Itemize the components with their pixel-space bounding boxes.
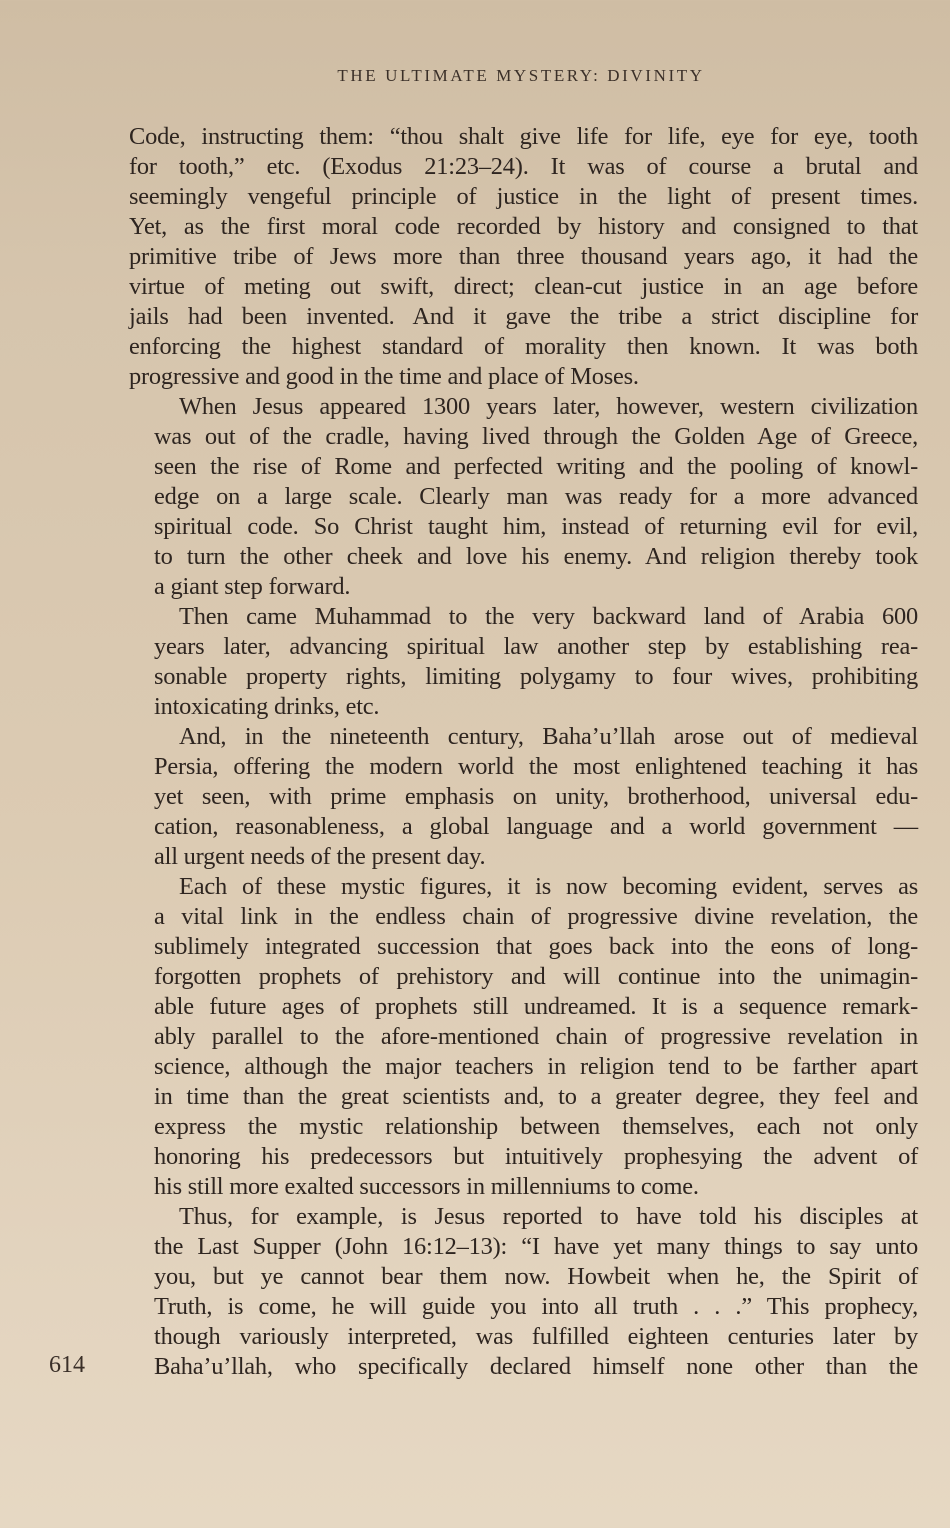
text-line: Baha’u’llah, who specifically declared himself none other than the (154, 1353, 918, 1380)
text-line: yet seen, with prime emphasis on unity, brotherhood, universal edu- (154, 783, 918, 810)
text-line: was out of the cradle, having lived through the Golden Age of Greece, (154, 423, 918, 450)
text-line: to turn the other cheek and love his enemy. And religion thereby took (154, 543, 918, 570)
text-line: spiritual code. So Christ taught him, instead of returning evil for evil, (154, 513, 918, 540)
text-line: ably parallel to the afore-mentioned chain of progressive revelation in (154, 1023, 918, 1050)
text-line: sonable property rights, limiting polygamy to four wives, prohibiting (154, 663, 918, 690)
text-line: Then came Muhammad to the very backward land of Arabia 600 (179, 603, 918, 630)
text-line: intoxicating drinks, etc. (154, 693, 380, 720)
text-line: honoring his predecessors but intuitively prophesying the advent of (154, 1143, 918, 1170)
text-line: sublimely integrated succession that goes back into the eons of long- (154, 933, 918, 960)
text-line: seen the rise of Rome and perfected writing and the pooling of knowl- (154, 453, 918, 480)
text-line: forgotten prophets of prehistory and will continue into the unimagin- (154, 963, 918, 990)
paragraph-2 (129, 392, 918, 602)
text-line: Code, instructing them: “thou shalt give life for life, eye for eye, tooth (129, 123, 918, 150)
text-line: Persia, offering the modern world the most enlightened teaching it has (154, 753, 918, 780)
text-line: a giant step forward. (154, 573, 351, 600)
text-line: Thus, for example, is Jesus reported to have told his disciples at (179, 1203, 918, 1230)
text-line: edge on a large scale. Clearly man was ready for a more advanced (154, 483, 918, 510)
text-line: Each of these mystic figures, it is now becoming evident, serves as (179, 873, 918, 900)
text-line: enforcing the highest standard of morality then known. It was both (129, 333, 918, 360)
text-line: you, but ye cannot bear them now. Howbeit when he, the Spirit of (154, 1263, 918, 1290)
text-line: cation, reasonableness, a global language and a world government — (154, 813, 918, 840)
text-line: progressive and good in the time and place of Moses. (129, 363, 639, 390)
paragraph-4 (129, 722, 918, 872)
running-head: THE ULTIMATE MYSTERY: DIVINITY (337, 66, 705, 85)
text-line: virtue of meting out swift, direct; clean-cut justice in an age before (129, 273, 918, 300)
text-line: Truth, is come, he will guide you into all truth . . .” This prophecy, (154, 1293, 918, 1320)
text-line: When Jesus appeared 1300 years later, however, western civilization (179, 393, 918, 420)
body-text (129, 122, 918, 1382)
text-line: express the mystic relationship between themselves, each not only (154, 1113, 918, 1140)
paragraph-6 (129, 1202, 918, 1382)
text-line: science, although the major teachers in religion tend to be farther apart (154, 1053, 918, 1080)
text-line: jails had been invented. And it gave the tribe a strict discipline for (129, 303, 918, 330)
text-line: all urgent needs of the present day. (154, 843, 486, 870)
text-line: Yet, as the first moral code recorded by history and consigned to that (129, 213, 918, 240)
text-line: a vital link in the endless chain of progressive divine revelation, the (154, 903, 918, 930)
page-number: 614 (49, 1352, 85, 1378)
text-line: for tooth,” etc. (Exodus 21:23–24). It was of course a brutal and (129, 153, 918, 180)
text-line: though variously interpreted, was fulfilled eighteen centuries later by (154, 1323, 918, 1350)
text-line: his still more exalted successors in millenniums to come. (154, 1173, 699, 1200)
text-line: And, in the nineteenth century, Baha’u’llah arose out of medieval (179, 723, 918, 750)
paragraph-5 (129, 872, 918, 1202)
paragraph-3 (129, 602, 918, 722)
text-line: seemingly vengeful principle of justice in the light of present times. (129, 183, 918, 210)
text-line: years later, advancing spiritual law another step by establishing rea- (154, 633, 918, 660)
text-line: able future ages of prophets still undreamed. It is a sequence remark- (154, 993, 918, 1020)
paragraph-1 (129, 122, 918, 392)
text-line: the Last Supper (John 16:12–13): “I have yet many things to say unto (154, 1233, 918, 1260)
text-line: in time than the great scientists and, to a greater degree, they feel and (154, 1083, 918, 1110)
text-line: primitive tribe of Jews more than three thousand years ago, it had the (129, 243, 918, 270)
